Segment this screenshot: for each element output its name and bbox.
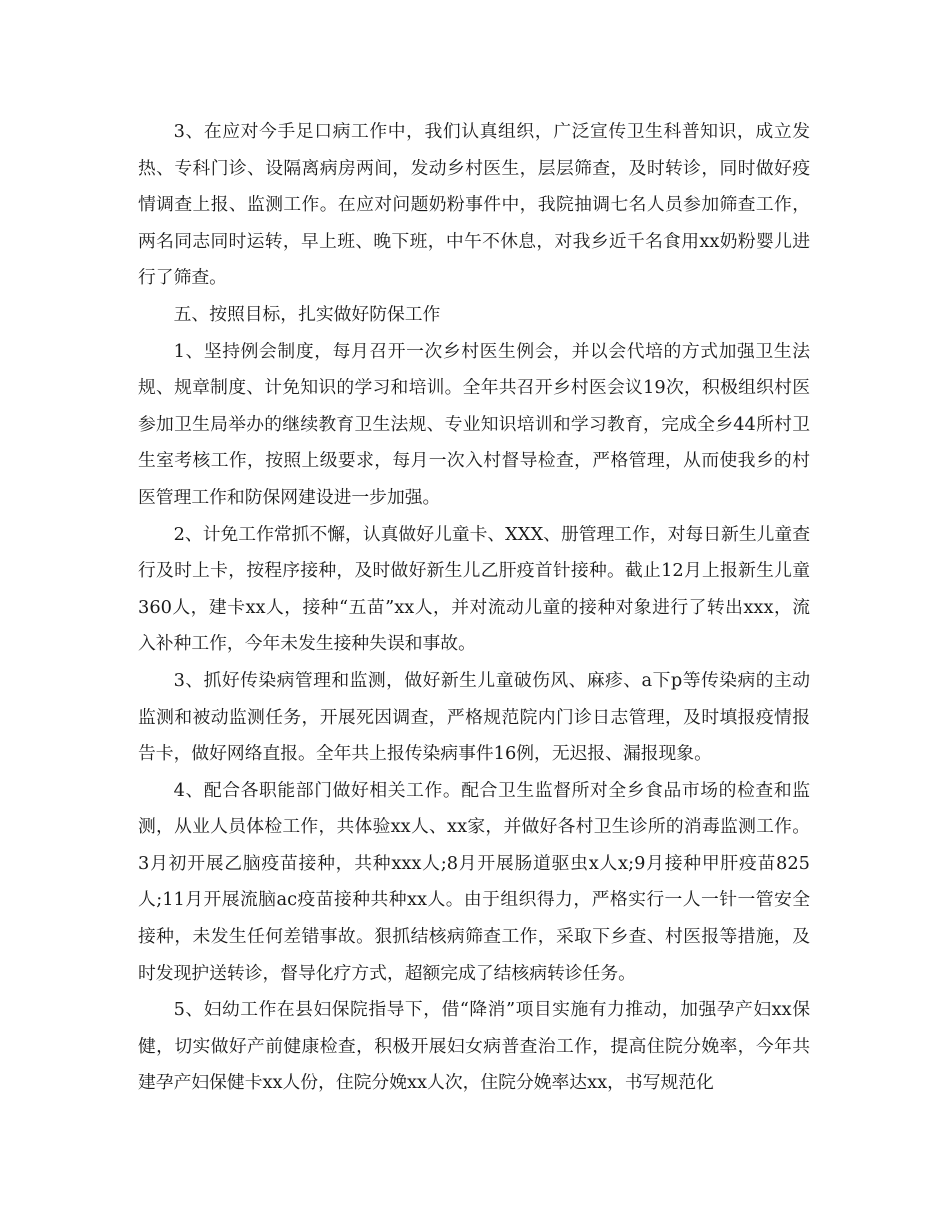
paragraph-hfmd-response: 3、在应对今手足口病工作中，我们认真组织，广泛宣传卫生科普知识，成立发热、专科门诊、设隔离病房两间，发动乡村医生，层层筛查，及时转诊，同时做好疫情调查上报、监测工作。在应对问题奶粉事件中，我院抽调七名人员参加筛查工作，两名同志同时运转，早上班、晚下班，中午不休息，对我乡近千名食用xx奶粉婴儿进行了筛查。 [138,121,810,289]
paragraph-immunization: 2、计免工作常抓不懈，认真做好儿童卡、XXX、册管理工作，对每日新生儿童查行及时上卡，按程序接种，及时做好新生儿乙肝疫首针接种。截止12月上报新生儿童360人，建卡xx人，接种“五苗”xx人，并对流动儿童的接种对象进行了转出xxx，流入补种工作，今年未发生接种失误和事故。 [138,523,810,655]
section-heading-prevention: 五、按照目标，扎实做好防保工作 [173,303,441,325]
paragraph-infectious-disease: 3、抓好传染病管理和监测，做好新生儿童破伤风、麻疹、a下p等传染病的主动监测和被动监测任务，开展死因调查，严格规范院内门诊日志管理，及时填报疫情报告卡，做好网络直报。全年共上报传染病事件16例，无迟报、漏报现象。 [138,669,810,765]
paragraph-cooperation: 4、配合各职能部门做好相关工作。配合卫生监督所对全乡食品市场的检查和监测，从业人员体检工作，共体验xx人、xx家，并做好各村卫生诊所的消毒监测工作。3月初开展乙脑疫苗接种，共种xxx人;8月开展肠道驱虫x人x;9月接种甲肝疫苗825人;11月开展流脑ac疫苗接种共种xx人。由于组织得力，严格实行一人一针一管安全接种，未发生任何差错事故。狠抓结核病筛查工作，采取下乡查、村医报等措施，及时发现护送转诊，督导化疗方式，超额完成了结核病转诊任务。 [138,779,810,984]
paragraph-regular-meetings: 1、坚持例会制度，每月召开一次乡村医生例会，并以会代培的方式加强卫生法规、规章制度、计免知识的学习和培训。全年共召开乡村医会议19次，积极组织村医参加卫生局举办的继续教育卫生法规、专业知识培训和学习教育，完成全乡44所村卫生室考核工作，按照上级要求，每月一次入村督导检查，严格管理，从而使我乡的村医管理工作和防保网建设进一步加强。 [138,340,810,508]
document-body [138,114,810,1102]
paragraph-maternal-child: 5、妇幼工作在县妇保院指导下，借“降消”项目实施有力推动，加强孕产妇xx保健，切实做好产前健康检查，积极开展妇女病普查治工作，提高住院分娩率，今年共建孕产妇保健卡xx人份，住院分娩xx人次，住院分娩率达xx，书写规范化 [138,999,810,1094]
